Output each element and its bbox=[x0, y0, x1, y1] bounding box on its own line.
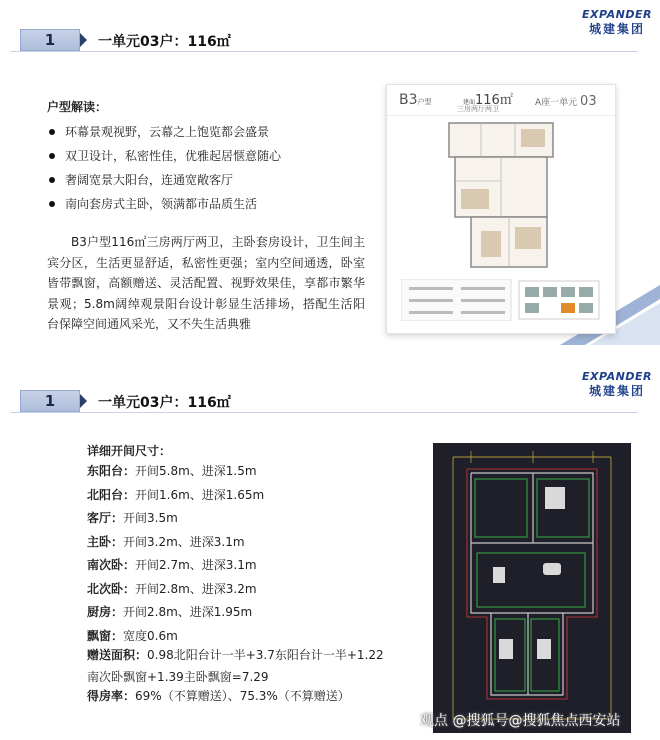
section-number: 1 bbox=[20, 390, 80, 412]
dimensions-title: 详细开间尺寸： bbox=[87, 444, 172, 458]
feature-item: 南向套房式主卧，领满都市品质生活 bbox=[47, 192, 281, 216]
dimension-item: 客厅：开间3.5m bbox=[87, 511, 178, 525]
dimensions-list bbox=[87, 460, 387, 648]
unit-title: 一单元03户：116㎡ bbox=[98, 395, 231, 411]
cad-floor-plan bbox=[433, 443, 631, 733]
section-number: 1 bbox=[20, 29, 80, 51]
feature-item: 奢阔宽景大阳台，连通宽敞客厅 bbox=[47, 168, 281, 192]
feature-list bbox=[47, 120, 281, 216]
efficiency-ratio: 得房率：69%（不算赠送）、75.3%（不算赠送） bbox=[87, 689, 350, 703]
section-header bbox=[10, 390, 638, 413]
unit-title: 一单元03户：116㎡ bbox=[98, 34, 231, 50]
layout-interpretation-title: 户型解读： bbox=[47, 100, 108, 114]
watermark: 观点 @搜狐号@搜狐焦点西安站 bbox=[420, 713, 621, 729]
logo-english: EXPANDER bbox=[582, 370, 652, 383]
floor-plan-card bbox=[386, 84, 616, 334]
dimension-item: 飘窗：宽度0.6m bbox=[87, 628, 178, 643]
company-logo bbox=[580, 370, 654, 400]
dimension-item: 北阳台：开间1.6m、进深1.65m bbox=[87, 487, 265, 502]
feature-item: 环幕景观视野，云幕之上饱览都会盛景 bbox=[47, 120, 281, 144]
dimension-item: 主卧：开间3.2m、进深3.1m bbox=[87, 534, 245, 549]
dimension-item: 东阳台：开间5.8m、进深1.5m bbox=[87, 464, 257, 478]
logo-chinese: 城建集团 bbox=[588, 384, 645, 398]
cad-drawing bbox=[433, 443, 631, 733]
plan-card-header bbox=[387, 85, 615, 116]
plan-legend-strip bbox=[401, 279, 601, 321]
description-paragraph: B3户型116㎡三房两厅两卫，主卧套房设计，卫生间主宾分区，生活更显舒适，私密性更强；室内空间通透，卧室皆带飘窗，高额赠送、灵活配置、视野效果佳，享都市繁华景观；5.8m阔绰观景阳台设计彰显生活排场，搭配生活阳台保障空间通风采光，又不失生活典雅 bbox=[47, 235, 365, 331]
feature-item: 双卫设计，私密性佳，优雅起居惬意随心 bbox=[47, 144, 281, 168]
plan-type: B3户型 bbox=[399, 92, 432, 108]
plan-unit: A座一单元 03 bbox=[535, 94, 597, 109]
plan-layout: 三房两厅两卫 bbox=[457, 105, 499, 113]
dimension-item: 南次卧：开间2.7m、进深3.1m bbox=[87, 558, 257, 572]
logo-english: EXPANDER bbox=[582, 8, 652, 21]
logo-chinese: 城建集团 bbox=[588, 22, 645, 36]
floor-plan-drawing bbox=[441, 119, 561, 273]
dimension-item: 北次卧：开间2.8m、进深3.2m bbox=[87, 581, 257, 596]
plan-area: 建面116㎡ bbox=[463, 93, 513, 108]
gifted-area: 赠送面积：0.98北阳台计一半+3.7东阳台计一半+1.22南次卧飘窗+1.39主卧飘窗=7.29 bbox=[87, 648, 384, 684]
company-logo bbox=[580, 8, 654, 38]
section-header bbox=[10, 29, 638, 52]
dimension-item: 厨房：开间2.8m、进深1.95m bbox=[87, 605, 253, 619]
